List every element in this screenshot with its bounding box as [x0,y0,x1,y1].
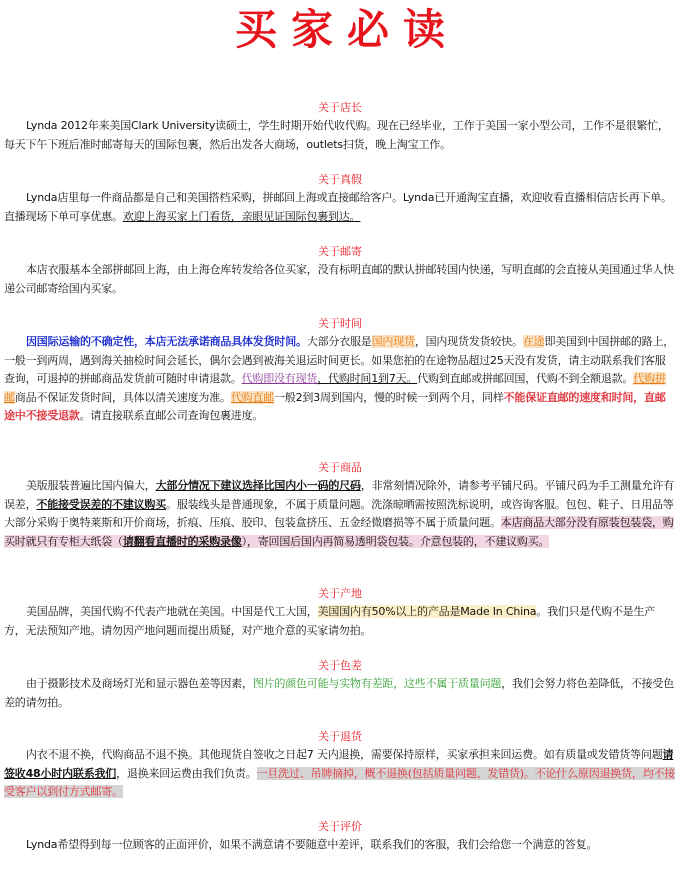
section-text: 本店衣服基本全部拼邮回上海，由上海仓库转发给各位买家，没有标明直邮的默认拼邮转国内快递，写明直邮的会直接从美国通过华人快递公司邮寄给国内买家。 [4,263,674,295]
section-title: 关于商品 [318,461,362,474]
section-returns [0,729,680,802]
section-text [4,477,676,551]
text-run: 美版服装普遍比国内偏大， [26,479,156,492]
buyer-notice-page [0,4,680,874]
text-run: 图片的颜色可能与实物有差距，这些不属于质量问题 [252,677,502,690]
section-products [0,460,680,551]
text-run: 美国国内有50%以上的产品是Made In China [317,605,537,618]
section-shipping [0,244,680,298]
section-text [4,333,676,426]
text-run: 由于摄影技术及商场灯光和显示器色差等因素， [26,677,253,690]
text-run: Lynda店里每一件商品都是自己和美国搭档采购，拼邮回上海或直接邮给客户。Lynda已开通淘宝直播，欢迎收看直播相信店长再下单。直播现场下单可享优惠。 [4,191,672,223]
text-run: ，代购时间1到7天。 [317,372,418,386]
text-run: 在途 [522,335,545,348]
text-run: ，非常刻情况除外，请参考平铺尺码。平铺尺码为手工测量允许有误差， [4,479,675,511]
text-run: 代购到直邮或拼邮回国，代购不到全额退款。 [417,372,634,386]
section-text [4,603,676,640]
text-run: 代购直邮 [230,390,275,404]
section-title: 关于色差 [318,659,362,672]
text-run: 国内现货 [371,335,415,348]
text-run: 美国品牌，美国代购不代表产地就在美国。中国是代工大国， [26,605,318,618]
text-run: ，我们会努力将色差降低，不接受色差的请勿拍。 [4,677,675,709]
section-title: 关于产地 [318,587,362,600]
text-run: 请签收48小时内联系我们 [4,748,674,780]
section-timing [0,316,680,426]
text-run: 不能接受误差的不建议购买 [36,497,167,511]
text-run: 请翻看直播时的采购录像 [122,534,242,548]
section-title: 关于评价 [318,820,362,833]
text-run: 商品不保证发货时间，具体以清关速度为准。 [14,390,231,404]
text-run: 即美国到中国拼邮的路上，一般一到两周，遇到海关抽检时间会延长，偶尔会遇到被海关退运时间更长。如果您拍的在途物品超过25天没有发货，请主动联系我们客服查询，可退掉的拼邮商品发货前可随时申请退款。 [4,335,675,386]
text-run: 。服装线头是普通现象，不属于质量问题。洗涤晾晒需按照洗标说明，或咨询客服。包包、鞋子、日用品等大部分采购于奥特莱斯和开价商场，折痕、压痕、胶印、包装盒挤压、五金经微磨损等不属于质量问题。 [4,497,674,530]
section-title: 关于邮寄 [318,245,362,258]
section-text [4,189,676,226]
section-text [4,746,676,802]
page-title: 买家必读 [234,5,459,54]
text-run: 因国际运输的不确定性，本店无法承诺商品具体发货时间。 [26,335,307,348]
text-run: 代购即没有现货 [241,372,318,386]
section-text: Lynda 2012年来美国Clark University读硕士，学生时期开始代收代购。现在已经毕业，工作于美国一家小型公司，工作不是很繁忙，每天下午下班后准时邮寄每天的国际包裹，然后出发各大商场，outlets扫货，晚上淘宝工作。 [4,119,669,151]
text-run: 本店商品大部分没有原装包装袋，购买时就只有专柜大纸袋（ [4,516,674,548]
text-run: ），寄回国后国内再简易透明袋包装。介意包装的，不建议购买。 [241,534,550,548]
section-text [4,675,676,712]
text-run: 一旦洗过、吊牌摘掉，概不退换(包括质量问题、发错货)。不论什么原因退换货，均不接受客户以到付方式邮寄。 [4,766,676,799]
text-run: 大部分衣服是 [306,335,372,348]
text-run: 内衣不退不换，代购商品不退不换。其他现货自签收之日起7 天内退换，需要保持原样，买家承担来回运费。如有质量或发错货等问题 [26,748,663,761]
text-run: ，国内现货发货较快。 [414,335,523,348]
text-run: ，退换来回运费由我们负责。 [116,766,257,780]
text-run: 大部分情况下建议选择比国内小一码的尺码 [155,479,361,492]
section-reviews [0,819,680,855]
text-run: 一般2到3周到国内，慢的时候一到两个月，同样 [274,390,504,404]
section-color-difference [0,658,680,712]
section-title: 关于退货 [318,730,362,743]
text-run: 不能保证直邮的速度和时间，直邮途中不接受退款 [4,390,666,423]
section-origin [0,586,680,640]
section-store-owner [0,100,680,154]
text-run: 。请直接联系直邮公司查询包裹进度。 [79,409,264,423]
section-text: Lynda希望得到每一位顾客的正面评价，如果不满意请不要随意中差评，联系我们的客服，我们会给您一个满意的答复。 [26,838,598,851]
section-authenticity [0,172,680,226]
section-title: 关于时间 [318,317,362,330]
section-title: 关于真假 [318,173,362,186]
text-run: 代购拼邮 [4,372,666,404]
text-run: 。我们只是代购不是生产方，无法预知产地。请勿因产地问题而提出质疑，对产地介意的买家请勿拍。 [4,605,656,637]
visit-invitation: 欢迎上海买家上门看货，亲眼见证国际包裹到达。 [122,209,361,223]
section-title: 关于店长 [318,101,362,114]
